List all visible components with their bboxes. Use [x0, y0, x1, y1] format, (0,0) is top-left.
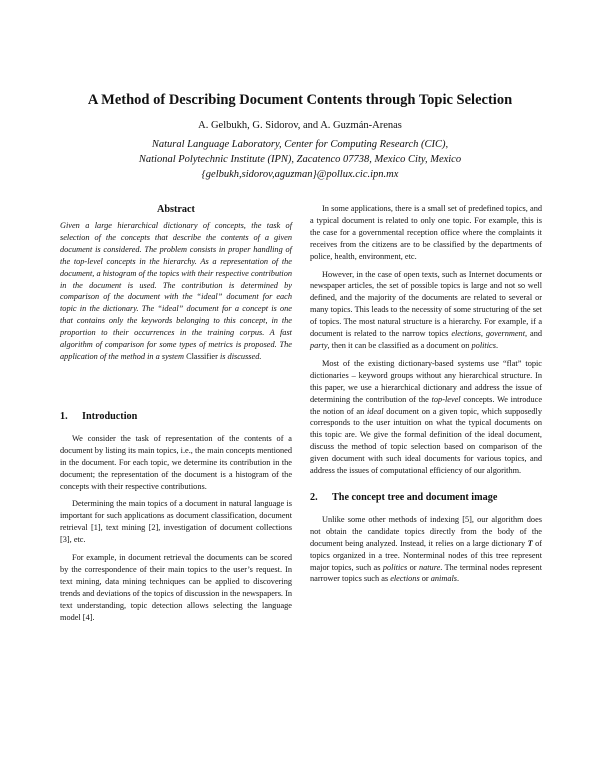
intro-paragraph-3: For example, in document retrieval the documents can be scored by the correspondence of their main topics to the user’s request. In text mining, data mining techniques can be applied to discovering trends and deviations of the topics of discussion in the newspapers. In text understanding, topic detection allows selecting the language model [4]. [60, 553, 292, 622]
p3-text-a: Most of the existing dictionary-based systems use “flat” topic dictionaries – keyword groups without any hierarchical structure. In this paper, we use a hierarchical dictionary and address the issue of determining the contribution of the [310, 358, 542, 404]
s2-symbol-T: T [527, 538, 533, 548]
abstract-text-part-a: Given a large hierarchical dictionary of concepts, the task of selection of the concepts that describe the contents of a given document is considered. The problem consists in proper handling of the top-level concepts in the hierarchy. As a representation of the document, a histogram of the topics with their respective contribution in the document is used. The contribution is determined by comparison of the document with the “ideal” document for each topic in the dictionary. The “ideal” document for a concept is one that contains only the keywords belonging to this concept, in the proportion to their occurrences in the training corpus. A fast algorithm of comparison for some types of metrics is proposed. The application of the method in a system [60, 221, 292, 361]
right-column [310, 203, 542, 591]
section-2-title: The concept tree and document image [332, 491, 498, 503]
abstract-classifier: Classifier [186, 351, 218, 361]
paper-title: A Method of Describing Document Contents through Topic Selection [87, 92, 513, 108]
s2-text-a: Unlike some other methods of indexing [5], our algorithm does not obtain the candidate topics directly from the body of the document being analyzed. Instead, it relies on a large dictionary [310, 514, 542, 548]
abstract-heading: Abstract [157, 204, 195, 215]
right-paragraph-3 [310, 358, 542, 477]
p3-top-level: top-level [431, 394, 461, 404]
s2-politics: politics [382, 562, 408, 572]
affiliation-block [0, 137, 600, 182]
p2-text-b: , then it can be classified as a document on [327, 340, 472, 350]
p2-comma: , [480, 329, 486, 339]
abstract-text [60, 220, 292, 363]
section-2-number: 2. [310, 491, 318, 503]
right-paragraph-1: In some applications, there is a small set of predefined topics, and a typical document is related to only one topic. For example, this is the case for a governmental reception office where the complaints it receives from the citizens are to be classified by the departments of police, health, environment, etc. [310, 204, 542, 261]
p2-government: government [485, 329, 525, 339]
p2-party: party [310, 340, 328, 350]
section-1-title: Introduction [82, 410, 138, 422]
section-1-number: 1. [60, 410, 68, 422]
left-column [60, 203, 292, 629]
p2-elections: elections [451, 329, 481, 339]
section-1-heading [60, 410, 292, 423]
s2-or: or [407, 562, 419, 572]
p2-politics: politics [471, 340, 496, 350]
p2-end: . [495, 340, 499, 350]
section-2-heading [310, 491, 542, 504]
s2-text-c: . The terminal nodes represent narrower topics such as [310, 562, 542, 584]
affiliation-line-1: Natural Language Laboratory, Center for Computing Research (CIC), [151, 139, 449, 150]
s2-text-b: of topics organized in a tree. Nonterminal nodes of this tree represent major topics, such as [310, 538, 542, 572]
s2-end: . [457, 574, 460, 584]
author-email: {gelbukh,sidorov,aguzman}@pollux.cic.ipn.mx [201, 169, 399, 180]
s2-animals: animals [430, 574, 458, 584]
s2-elections: elections [390, 574, 420, 584]
s2-or-2: or [419, 574, 431, 584]
affiliation-line-2: National Polytechnic Institute (IPN), Zacatenco 07738, Mexico City, Mexico [138, 154, 462, 165]
intro-paragraph-2: Determining the main topics of a document in natural language is important for such applications as document classification, document retrieval [1], text mining [2], investigation of document collections [3], etc. [60, 499, 292, 545]
intro-paragraph-1: We consider the task of representation of the contents of a document by listing its main topics, i.e., the main concepts mentioned in the document. For each topic, we determine its contribution in the document; the representation of the document is a histogram of the concepts with their respective contributions. [60, 433, 292, 491]
p2-and: , and [525, 329, 542, 339]
paper-authors: A. Gelbukh, G. Sidorov, and A. Guzmán-Arenas [198, 120, 402, 131]
section-2-paragraph-1 [310, 514, 542, 585]
p3-text-c: document on a given topic, which supposedly corresponds to the user intuition on what the typical documents on this topic are. We give the formal definition of the ideal document, discuss the method of topic selection based on comparison of the given document with such ideal documents for various topics, and address the issues of computational efficiency of our algorithm. [310, 406, 542, 476]
s2-nature: nature [418, 562, 441, 572]
right-paragraph-2 [310, 269, 542, 352]
abstract-text-part-b: is discussed. [217, 351, 262, 361]
p2-text-a: However, in the case of open texts, such as Internet documents or newspaper articles, the set of possible topics is large and not so well defined, and the majority of the documents are related to several or many topics. This leads to the necessity of some structuring of the set of topics. The most natural structure is a hierarchy. For example, if a document is related to the narrow topics [310, 269, 542, 339]
p3-text-b: concepts. We introduce the notion of an [310, 394, 543, 416]
p3-ideal: ideal [366, 406, 384, 416]
